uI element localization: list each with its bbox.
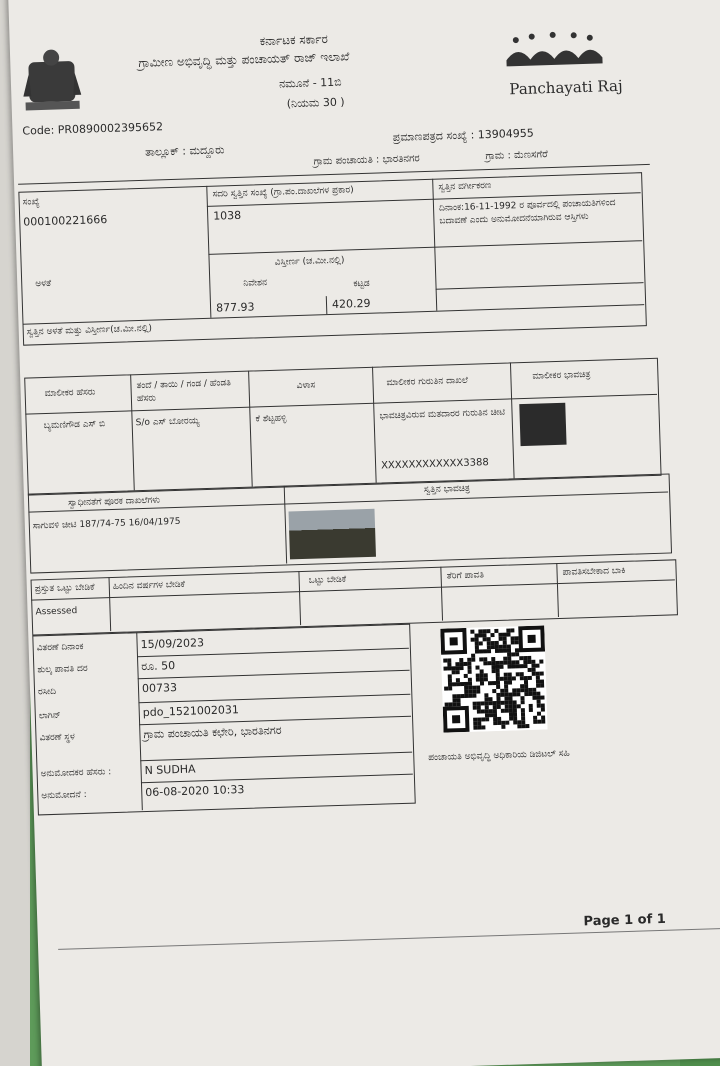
issue-row-value: pdo_1521002031 (142, 703, 240, 720)
karnataka-emblem-icon (22, 43, 82, 125)
ownership-document: ಸಾಗುವಳಿ ಚೀಟಿ 187/74-75 16/04/1975 (32, 516, 181, 532)
issue-row-label: ವಿತರಣೆ ದಿನಾಂಕ (36, 641, 84, 654)
property-photo-header: ಸ್ವತ್ತಿನ ಭಾವಚಿತ್ರ (423, 483, 471, 496)
tax-previous-header: ಹಿಂದಿನ ವರ್ಷಗಳ ಬೇಡಿಕೆ (112, 579, 186, 593)
govt-title: ಕರ್ನಾಟಕ ಸರ್ಕಾರ (259, 31, 329, 49)
panchayati-raj-brand: Panchayati Raj (509, 76, 623, 99)
area-header: ವಿಸ್ತೀರ್ಣ (ಚ.ಮೀ.ನಲ್ಲಿ) (274, 255, 345, 268)
document-code: Code: PR0890002395652 (22, 120, 164, 138)
tax-paid-header: ತೆರಿಗೆ ಪಾವತಿ (446, 570, 485, 582)
issue-row-value: N SUDHA (144, 762, 196, 778)
issue-row-label: ಅನುಮೋದನೆ : (41, 789, 87, 802)
tax-status: Assessed (35, 606, 78, 618)
site-header: ನಿವೇಶನ (243, 278, 268, 289)
digital-signature-label: ಪಂಚಾಯತಿ ಅಭಿವೃದ್ಧಿ ಅಧಿಕಾರಿಯ ಡಿಜಿಟಲ್ ಸಹಿ (428, 748, 570, 764)
survey-number-header: ಸದರಿ ಸ್ವತ್ತಿನ ಸಂಖ್ಯೆ (ಗ್ರಾ.ಪಂ.ದಾಖಲೆಗಳ ಪ್ರಕಾರ) (212, 185, 354, 200)
site-area: 877.93 (215, 300, 255, 315)
issue-row-label: ಶುಲ್ಕ ಪಾವತಿ ದರ (37, 663, 88, 676)
issue-row-label: ಅನುಮೋದಕರ ಹೆಸರು : (40, 767, 112, 780)
issue-row-label: ರಸೀದಿ (37, 686, 57, 698)
owner-relation: S/o ಎಸ್ ಬೋರಯ್ಯ (135, 416, 200, 429)
owner-address-header: ವಿಳಾಸ (296, 380, 316, 392)
owner-address: ಕೆ ಶೆಟ್ಟಹಳ್ಳಿ (255, 413, 287, 425)
document-page (8, 0, 720, 1066)
property-id: 000100221666 (23, 212, 108, 229)
owner-id-header: ಮಾಲೀಕರ ಗುರುತಿನ ದಾಖಲೆ (386, 375, 469, 389)
ownership-docs-header: ಸ್ವಾಧೀನತೆಗೆ ಪೂರಕ ದಾಖಲೆಗಳು (67, 495, 161, 509)
certificate-number: ಪ್ರಮಾಣಪತ್ರದ ಸಂಖ್ಯೆ : 13904955 (392, 126, 534, 144)
form-number: ನಮೂನೆ - 11ಬಿ (278, 75, 342, 91)
building-area: 420.29 (331, 296, 371, 311)
tax-current-header: ಪ್ರಸ್ತುತ ಒಟ್ಟು ಬೇಡಿಕೆ (34, 582, 95, 595)
classification-header: ಸ್ವತ್ತಿನ ವರ್ಗೀಕರಣ (438, 180, 492, 193)
taluk-label: ತಾಲ್ಲೂಕ್ : ಮದ್ದೂರು (144, 143, 225, 159)
area-summary-label: ಸ್ವತ್ತಿನ ಅಳತೆ ಮತ್ತು ವಿಸ್ತೀರ್ಣ(ಚ.ಮೀ.ನಲ್ಲಿ) (26, 323, 153, 338)
owner-photo-header: ಮಾಲೀಕರ ಭಾವಚಿತ್ರ (532, 369, 591, 382)
issue-row-value: 00733 (141, 681, 178, 696)
village-label: ಗ್ರಾಮ : ಮೆಣಸಗೆರೆ (485, 149, 549, 163)
tax-total-header: ಒಟ್ಟು ಬೇಡಿಕೆ (308, 574, 347, 586)
owner-id-document: ಭಾವಚಿತ್ರವಿರುವ ಮತದಾರರ ಗುರುತಿನ ಚೀಟಿ (379, 407, 506, 422)
verification-qr-code (440, 625, 547, 732)
owner-name: ಬ್ಯಮಣಿಗೌಡ ಎಸ್ ಬಿ (43, 419, 106, 432)
building-header: ಕಟ್ಟಡ (353, 278, 370, 290)
issue-row-label: ವಿತರಣೆ ಸ್ಥಳ (39, 732, 75, 744)
gram-panchayat-label: ಗ್ರಾಮ ಪಂಚಾಯತಿ : ಭಾರತಿನಗರ (313, 153, 420, 168)
owner-id-number: XXXXXXXXXXXX3388 (380, 457, 489, 472)
property-photo (289, 509, 376, 560)
issue-row-label: ಲಾಗಿನ್ (38, 710, 61, 722)
measurement-label: ಅಳತೆ (35, 278, 52, 290)
issue-row-value: 15/09/2023 (140, 636, 205, 652)
owner-photo (519, 403, 566, 446)
issue-row-value: ರೂ. 50 (141, 659, 176, 674)
issue-row-value: ಗ್ರಾಮ ಪಂಚಾಯತಿ ಕಛೇರಿ, ಭಾರತಿನಗರ (143, 723, 282, 742)
classification-value: ದಿನಾಂಕ:16-11-1992 ರ ಪೂರ್ವದಲ್ಲಿ ಪಂಚಾಯತಿಗಳಿಂದ ಬದಾವಣೆ ಎಂದು ಅನುಮೋದನೆಯಾಗಿರುವ ಆಸ್ತಿಗಳು (438, 198, 616, 227)
panchayati-raj-logo-icon (498, 29, 610, 82)
dept-title: ಗ್ರಾಮೀಣ ಅಭಿವೃದ್ಧಿ ಮತ್ತು ಪಂಚಾಯತ್ ರಾಜ್ ಇಲಾಖೆ (138, 49, 350, 70)
owner-relation-header: ತಂದೆ / ತಾಯಿ / ಗಂಡ / ಹೆಂಡತಿ ಹೆಸರು (136, 378, 232, 405)
issue-row-value: 06-08-2020 10:33 (145, 782, 245, 800)
tax-due-header: ಪಾವತಿಸಬೇಕಾದ ಬಾಕಿ (562, 565, 626, 578)
survey-number: 1038 (213, 208, 242, 223)
owner-name-header: ಮಾಲೀಕರ ಹೆಸರು (44, 387, 96, 400)
page-number: Page 1 of 1 (583, 911, 667, 930)
rule-number: (ನಿಯಮ 30 ) (286, 95, 345, 111)
property-id-header: ಸಂಖ್ಯೆ (22, 197, 40, 208)
